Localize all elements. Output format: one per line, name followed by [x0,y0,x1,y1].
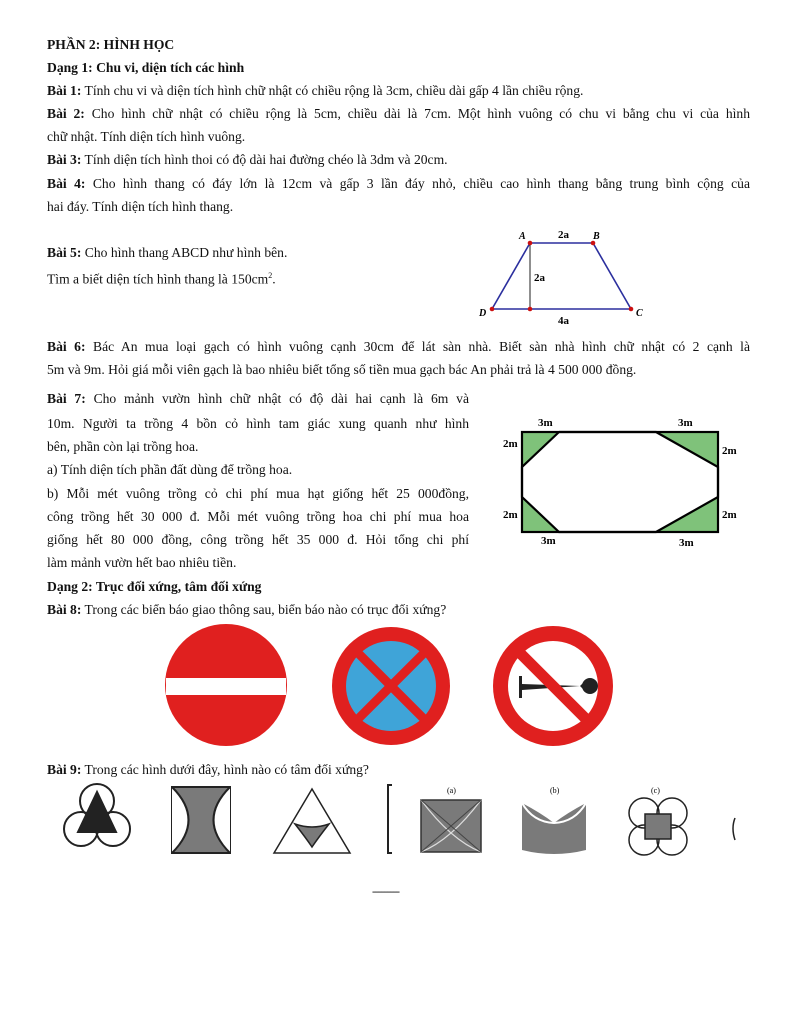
garden-label-top-right: 3m [678,417,693,429]
label-b: B [593,231,600,242]
exercise-5-sup: 2 [268,271,273,280]
exercise-2-label: Bài 2: [47,106,85,121]
exercise-4-text1: Cho hình thang có đáy lớn là 12cm và gấp 3 lần đáy nhỏ, chiều cao hình thang bằng trung bình cộng của [92,176,750,191]
exercise-6-label: Bài 6: [47,339,86,354]
trapezoid-figure [470,222,660,332]
exercise-8-text: Trong các biển báo giao thông sau, biển báo nào có trục đối xứng? [84,602,447,617]
exercise-9-label: Bài 9: [47,762,82,777]
figure-triangle-in-circles [64,784,130,846]
no-parking-sign [332,627,450,745]
exercise-3 [47,151,448,169]
exercise-4-label: Bài 4: [47,176,86,191]
exercise-3-label: Bài 3: [47,152,82,167]
figure-b [522,803,586,854]
exercise-7-l6: công trồng hết 30 000 đ. Mỗi mét vuông trồng hoa chi phí mua hoa [47,509,469,524]
exercise-7-line1 [47,390,469,408]
exercise-6-text2: 5m và 9m. Hỏi giá mỗi viên gạch là bao nhiêu biết tổng số tiền mua gạch bác An phải trả là 4 500 000 đồng. [47,362,637,377]
exercise-5-text1: Cho hình thang ABCD như hình bên. [84,245,288,260]
exercise-7-l8: làm mảnh vườn hết bao nhiêu tiền. [47,555,237,570]
label-a: A [519,231,526,242]
garden-label-left-top: 2m [503,438,518,450]
exercise-2-text2: chữ nhật. Tính diện tích hình vuông. [47,129,246,144]
separator: --------- [372,884,399,898]
figure-a-label: (a) [447,786,456,795]
label-bottom-base: 4a [558,315,569,327]
label-d: D [479,308,487,319]
exercise-1-text: Tính chu vi và diện tích hình chữ nhật có chiều rộng là 3cm, chiều dài gấp 4 lần chiều rộng. [84,83,584,98]
type2-title: Dạng 2: Trục đối xứng, tâm đối xứng [47,579,262,594]
point-h [528,307,533,312]
type1-title: Dạng 1: Chu vi, diện tích các hình [47,60,245,75]
section-title: PHẦN 2: HÌNH HỌC [47,37,175,52]
exercise-7-l4: a) Tính diện tích phần đất dùng để trồng hoa. [47,462,293,477]
exercise-6-line1 [47,338,750,356]
figure-c-label: (c) [651,786,660,795]
traffic-signs [142,622,657,747]
exercise-6-text1: Bác An mua loại gạch có hình vuông cạnh 30cm để lát sàn nhà. Biết sàn nhà hình chữ nhật có 2 cạnh là [93,339,750,354]
exercise-2-text1: Cho hình chữ nhật có chiều rộng là 5cm, chiều dài là 7cm. Một hình vuông có chu vi bằng chu vi của hình [91,106,750,121]
figure-square-with-arcs [172,787,230,853]
point-d [490,307,495,312]
figure-cut-edge [733,818,735,840]
label-height: 2a [534,272,545,284]
figure-c [629,798,687,855]
garden-label-bottom-right: 3m [679,537,694,549]
exercise-9 [47,761,369,779]
exercise-2-line1 [47,105,750,123]
exercise-7-l7: giống hết 80 000 đồng, công trồng hết 35 000 đ. Hỏi tổng chi phí [47,532,469,547]
garden-label-bottom-left: 3m [541,535,556,547]
garden-label-right-top: 2m [722,445,737,457]
garden-label-right-bottom: 2m [722,509,737,521]
exercise-8 [47,601,446,619]
exercise-7-l2: 10m. Người ta trồng 4 bồn cỏ hình tam giác xung quanh như hình [47,416,469,431]
exercise-4-text2: hai đáy. Tính diện tích hình thang. [47,199,234,214]
exercise-3-text: Tính diện tích hình thoi có độ dài hai đường chéo là 3dm và 20cm. [84,152,448,167]
exercise-7-l5: b) Mỗi mét vuông trồng cỏ chi phí mua hạt giống hết 25 000đồng, [47,486,469,501]
exercise-7-l3: bên, phần còn lại trồng hoa. [47,439,199,454]
point-a [528,241,533,246]
exercise-5-end: . [272,271,276,287]
exercise-5-line2 [47,267,276,289]
exercise-8-label: Bài 8: [47,602,82,617]
exercise-5-line1 [47,244,287,262]
figure-bracket [388,785,392,853]
exercise-7-l1: Cho mảnh vườn hình chữ nhật có độ dài hai cạnh là 6m và [93,391,469,406]
no-entry-sign [165,624,287,746]
garden-figure [498,410,748,552]
figure-a [421,800,481,852]
exercise-1 [47,82,583,100]
exercise-4-line1 [47,175,750,193]
exercise-5-label: Bài 5: [47,245,82,260]
point-c [629,307,634,312]
trapezoid-shape [492,243,631,309]
garden-label-top-left: 3m [538,417,553,429]
exercise-5-text2: Tìm a biết diện tích hình thang là 150cm [47,271,269,287]
symmetry-figures [55,780,745,860]
no-horn-sign [493,626,613,746]
figure-b-label: (b) [550,786,560,795]
figure-triangle-with-arcs [274,789,350,853]
label-c: C [636,308,643,319]
exercise-9-text: Trong các hình dưới đây, hình nào có tâm đối xứng? [84,762,369,777]
exercise-7-label: Bài 7: [47,391,86,406]
label-top-base: 2a [558,229,569,241]
garden-label-left-bottom: 2m [503,509,518,521]
exercise-1-label: Bài 1: [47,83,82,98]
